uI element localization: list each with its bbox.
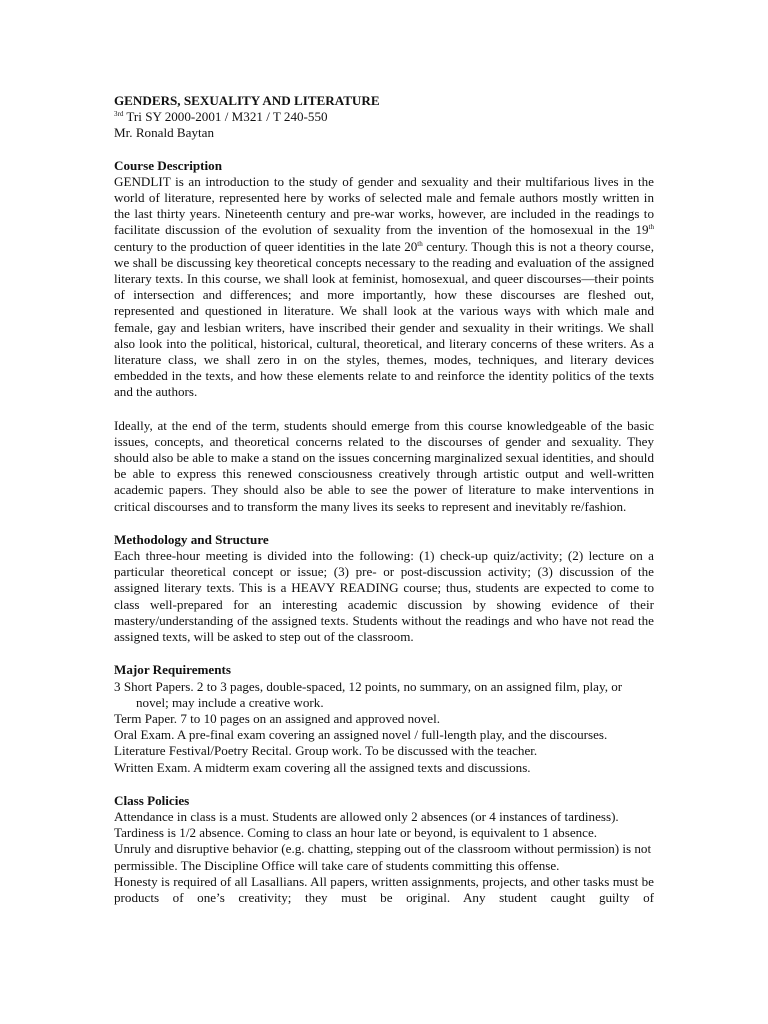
methodology-heading: Methodology and Structure: [114, 531, 269, 547]
requirement-short-papers: 3 Short Papers. 2 to 3 pages, double-spaced, 12 points, no summary, on an assigned film, play, or: [114, 678, 623, 694]
term-line: [114, 109, 654, 125]
course-title: GENDERS, SEXUALITY AND LITERATURE: [114, 93, 380, 108]
policy-unruly-behavior: Unruly and disruptive behavior (e.g. chatting, stepping out of the classroom without permission) is not permissible. The Discipline Office will take care of students committing this offense.: [114, 841, 652, 873]
term-superscript: 3rd: [114, 110, 124, 119]
course-description-heading: Course Description: [114, 157, 223, 173]
policy-honesty: Honesty is required of all Lasallians. All papers, written assignments, projects, and other tasks must be products of one’s creativity; they must be original. Any student caught guilty of: [114, 873, 654, 905]
course-description-paragraph-2: Ideally, at the end of the term, students should emerge from this course knowledgeable of the basic issues, concepts, and theoretical concerns related to the discourses of gender and sexuality. They should also be able to make a stand on the issues concerning marginalized sexual identities, and should be able to express this renewed consciousness creatively through artistic output and well-written academic papers. They should also be able to see the power of literature to make interventions in critical discourses and to transform the many lives its seeks to represent and inevitably re/fashion.: [114, 417, 654, 514]
requirement-oral-exam: Oral Exam. A pre-final exam covering an assigned novel / full-length play, and the discourses.: [114, 727, 608, 743]
class-policies-heading: Class Policies: [114, 792, 190, 808]
course-description-paragraph-1: GENDLIT is an introduction to the study of gender and sexuality and their multifarious lives in the world of literature, represented here by works of selected male and female authors mostly written in the last thirty years. Nineteenth century and pre-war works, however, are included in the readings to facilitate discussion of the evolution of sexuality from the invention of the homosexual in the 19th century to the production of queer identities in the late 20th century. Though this is not a theory course, we shall be discussing key theoretical concepts necessary to the reading and evaluation of the assigned literary texts. In this course, we shall look at feminist, homosexual, and queer discourses—their points of intersection and differences; and more importantly, how these discourses are fleshed out, represented and questioned in literature. We shall look at the various ways with which male and female, gay and lesbian writers, have inscribed their gender and sexuality in their writings. We shall also look into the political, historical, cultural, theoretical, and literary concerns of these writers. As a literature class, we shall zero in on the styles, themes, modes, techniques, and literary devices embedded in the texts, and how these elements relate to and reinforce the identity politics of the texts and the authors.: [114, 173, 654, 400]
requirement-written-exam: Written Exam. A midterm exam covering all the assigned texts and discussions.: [114, 759, 531, 775]
methodology-paragraph: Each three-hour meeting is divided into the following: (1) check-up quiz/activity; (2) lecture on a particular theoretical concept or issue; (3) pre- or post-discussion activity; (3) discussion of the assigned literary texts. This is a HEAVY READING course; thus, students are expected to come to class well-prepared for an interesting academic discussion by showing evidence of their mastery/understanding of the assigned texts. Students without the readings and who have not read the assigned texts, will be asked to step out of the classroom.: [114, 548, 654, 645]
term-text: Tri SY 2000-2001 / M321 / T 240-550: [123, 109, 328, 125]
policy-attendance: Attendance in class is a must. Students are allowed only 2 absences (or 4 instances of tardiness).: [114, 808, 619, 824]
syllabus-content: [114, 93, 654, 906]
requirement-short-papers-continued: novel; may include a creative work.: [136, 694, 324, 710]
instructor-name: Mr. Ronald Baytan: [114, 125, 215, 141]
requirement-term-paper: Term Paper. 7 to 10 pages on an assigned and approved novel.: [114, 710, 440, 726]
requirements-heading: Major Requirements: [114, 662, 231, 678]
requirement-literature-festival: Literature Festival/Poetry Recital. Group work. To be discussed with the teacher.: [114, 743, 538, 759]
policy-tardiness: Tardiness is 1/2 absence. Coming to class an hour late or beyond, is equivalent to 1 absence.: [114, 825, 598, 841]
